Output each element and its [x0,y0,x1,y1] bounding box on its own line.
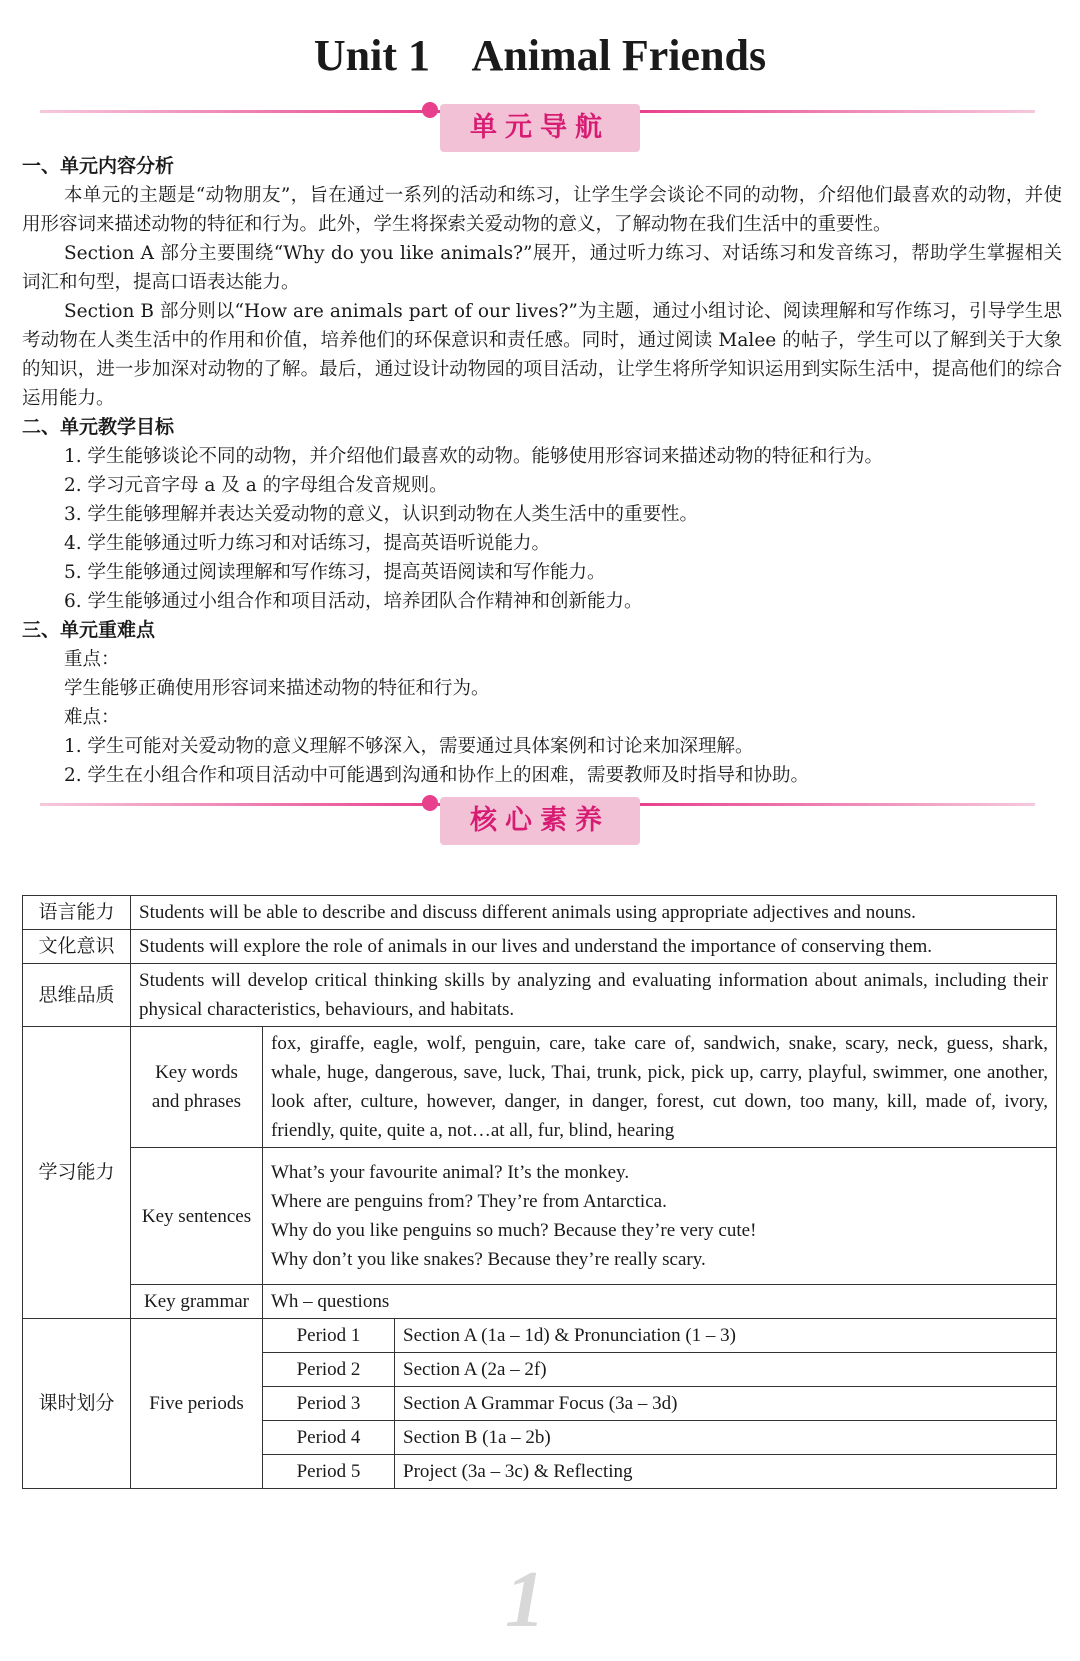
period-content: Section A (1a – 1d) & Pronunciation (1 – 3) [395,1319,1057,1353]
period-name: Period 5 [263,1455,395,1489]
section-heading-analysis: 一、单元内容分析 [22,155,175,177]
period-content: Section A Grammar Focus (3a – 3d) [395,1387,1057,1421]
subcategory-cell: Key grammar [131,1285,263,1319]
core-literacy-table [22,895,1057,1489]
category-cell: 学习能力 [23,1027,131,1319]
description-cell: Students will develop critical thinking skills by analyzing and evaluating information about animals, including their physical characteristics, behaviours, and habitats. [131,964,1057,1027]
objective-item: 1. 学生能够谈论不同的动物，并介绍他们最喜欢的动物。能够使用形容词来描述动物的特征和行为。 [64,446,884,467]
key-sentence: Why don’t you like snakes? Because they’re really scary. [271,1249,706,1270]
category-cell: 文化意识 [23,930,131,964]
section-heading-objectives: 二、单元教学目标 [22,416,175,438]
key-sentence: Why do you like penguins so much? Because they’re very cute! [271,1220,757,1241]
description-cell: Students will explore the role of animals in our lives and understand the importance of conserving them. [131,930,1057,964]
analysis-paragraph-3: Section B 部分则以“How are animals part of our lives?”为主题，通过小组讨论、阅读理解和写作练习，引导学生思考动物在人类生活中的作用和价值，培养他们的环保意识和责任感。同时，通过阅读 Malee 的帖子，学生可以了解到关于大象的知识，进一步加深对动物的了解。最后，通过设计动物园的项目活动，让学生将所学知识运用到实际生活中，提高他们的综合运用能力。 [22,301,1062,409]
table-row [23,1027,1057,1148]
key-grammar-cell: Wh – questions [263,1285,1057,1319]
period-name: Period 3 [263,1387,395,1421]
description-cell: Students will be able to describe and discuss different animals using appropriate adjectives and nouns. [131,896,1057,930]
key-sentence: Where are penguins from? They’re from Antarctica. [271,1191,667,1212]
section-heading-key-points: 三、单元重难点 [22,619,156,641]
banner-dot [422,102,438,118]
period-content: Project (3a – 3c) & Reflecting [395,1455,1057,1489]
table-row [23,964,1057,1027]
analysis-paragraph-1: 本单元的主题是“动物朋友”，旨在通过一系列的活动和练习，让学生学会谈论不同的动物，介绍他们最喜欢的动物，并使用形容词来描述动物的特征和行为。此外，学生将探索关爱动物的意义，了解动物在我们生活中的重要性。 [22,185,1062,235]
table-row [23,930,1057,964]
objective-item: 4. 学生能够通过听力练习和对话练习，提高英语听说能力。 [64,533,551,554]
banner-label: 单元导航 [440,104,640,152]
difficulty-item: 1. 学生可能对关爱动物的意义理解不够深入，需要通过具体案例和讨论来加深理解。 [64,736,754,757]
subcategory-cell: Five periods [131,1319,263,1489]
objective-item: 2. 学习元音字母 a 及 a 的字母组合发音规则。 [64,475,448,496]
table-row [23,1148,1057,1285]
banner-label: 核心素养 [440,797,640,845]
period-content: Section A (2a – 2f) [395,1353,1057,1387]
table-row [23,1319,1057,1353]
period-content: Section B (1a – 2b) [395,1421,1057,1455]
analysis-paragraph-2: Section A 部分主要围绕“Why do you like animals?”展开，通过听力练习、对话练习和发音练习，帮助学生掌握相关词汇和句型，提高口语表达能力。 [22,243,1062,293]
category-cell: 课时划分 [23,1319,131,1489]
subcategory-cell: Key words and phrases [131,1027,263,1148]
objective-item: 6. 学生能够通过小组合作和项目活动，培养团队合作精神和创新能力。 [64,591,643,612]
objective-item: 5. 学生能够通过阅读理解和写作练习，提高英语阅读和写作能力。 [64,562,606,583]
objective-item: 3. 学生能够理解并表达关爱动物的意义，认识到动物在人类生活中的重要性。 [64,504,699,525]
page-number: 1 [505,1556,545,1644]
table-row [23,1285,1057,1319]
category-cell: 语言能力 [23,896,131,930]
unit-navigation-content [22,152,1062,790]
key-words-cell: fox, giraffe, eagle, wolf, penguin, care, take care of, sandwich, snake, scary, neck, guess, shark, whale, huge, dangerous, save, luck, Thai, trunk, pick, pick up, carry, playful, swimmer, one another, look after, culture, however, danger, in danger, forest, cut down, too many, kill, made of, ivory, friendly, quite, quite a, not…at all, fur, blind, hearing [263,1027,1057,1148]
page-title: Unit 1 Animal Friends [313,31,767,80]
subcategory-cell: Key sentences [131,1148,263,1285]
key-point-label: 重点： [64,649,120,670]
key-point-text: 学生能够正确使用形容词来描述动物的特征和行为。 [64,678,490,699]
unit-navigation-banner [40,100,1035,160]
key-sentences-cell [263,1148,1057,1285]
key-sentence: What’s your favourite animal? It’s the monkey. [271,1162,630,1183]
table-row [23,896,1057,930]
period-name: Period 2 [263,1353,395,1387]
difficulty-item: 2. 学生在小组合作和项目活动中可能遇到沟通和协作上的困难，需要教师及时指导和协助。 [64,765,810,786]
difficulty-label: 难点： [64,707,120,728]
category-cell: 思维品质 [23,964,131,1027]
period-name: Period 1 [263,1319,395,1353]
banner-dot [422,795,438,811]
period-name: Period 4 [263,1421,395,1455]
core-literacy-banner [40,793,1035,853]
